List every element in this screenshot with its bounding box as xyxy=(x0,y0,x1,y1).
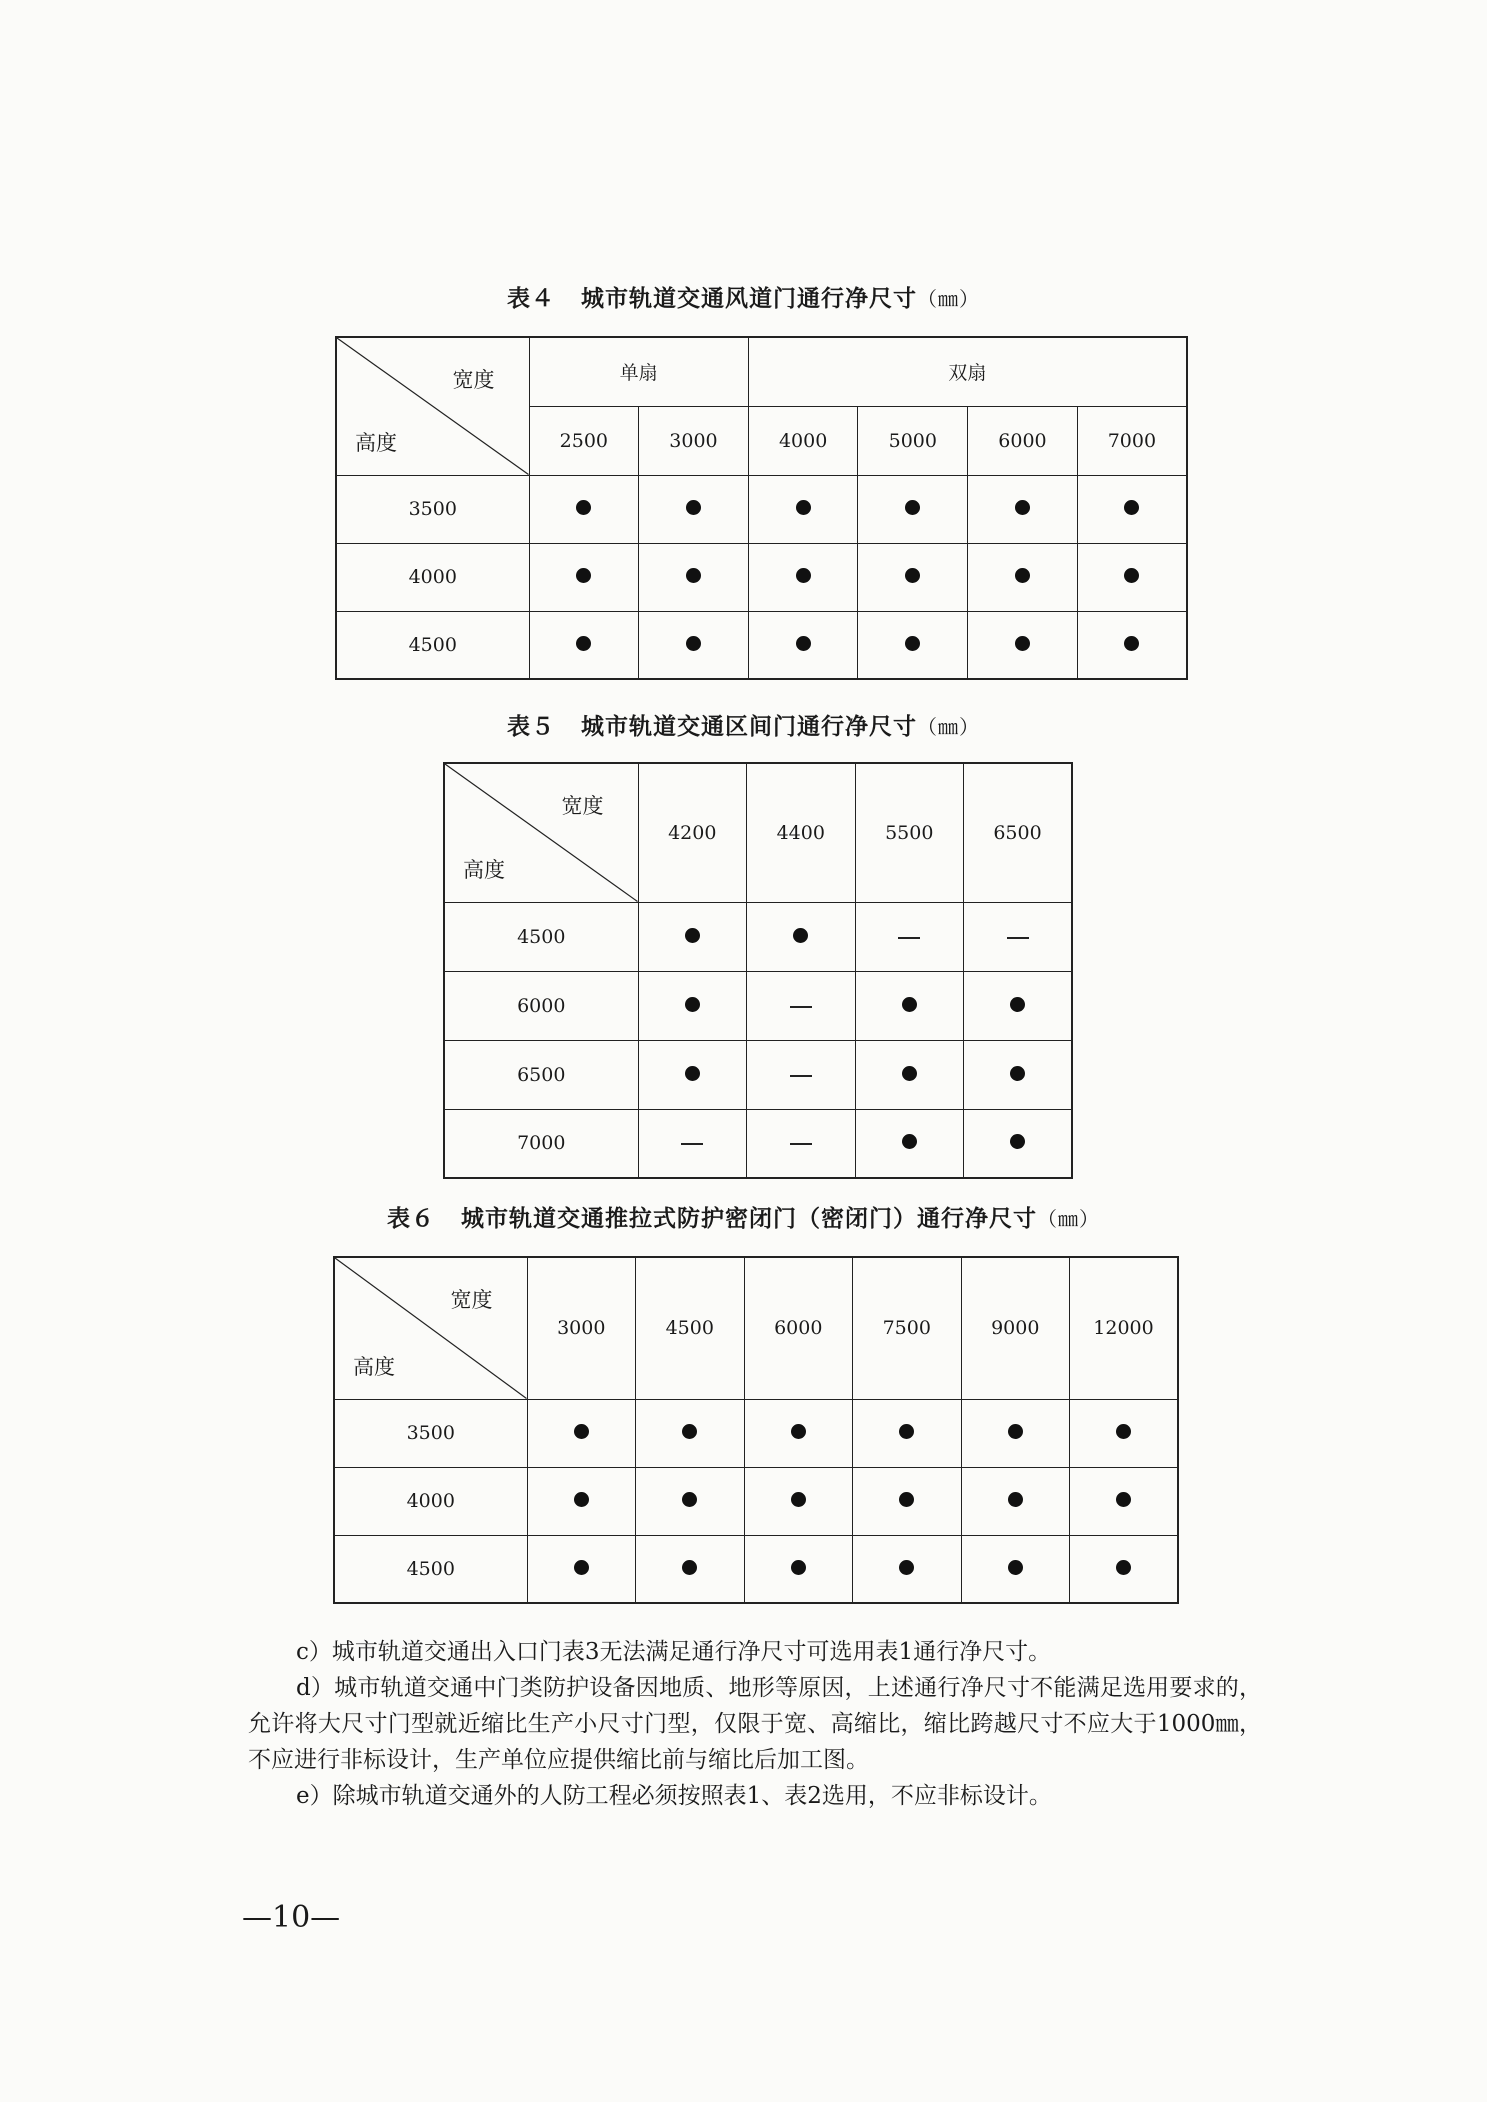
unavailable-dash-icon xyxy=(790,1143,812,1145)
available-dot-icon xyxy=(686,500,701,515)
table-cell xyxy=(855,902,964,971)
table-cell xyxy=(853,1467,962,1535)
table4-corner-cell xyxy=(336,337,529,475)
available-dot-icon xyxy=(1015,568,1030,583)
available-dot-icon xyxy=(902,1066,917,1081)
unavailable-dash-icon xyxy=(898,937,920,939)
table4-number: 表４ xyxy=(507,286,555,312)
table-cell xyxy=(853,1535,962,1603)
width-header: 6500 xyxy=(964,763,1073,902)
table-cell xyxy=(1070,1467,1179,1535)
height-header: 4500 xyxy=(336,611,529,679)
table-row xyxy=(334,1467,1178,1535)
table5 xyxy=(443,762,1073,1179)
table-cell xyxy=(853,1399,962,1467)
available-dot-icon xyxy=(793,928,808,943)
width-header: 7500 xyxy=(853,1257,962,1399)
table4-unit: （㎜） xyxy=(917,287,980,311)
table-cell xyxy=(1070,1399,1179,1467)
available-dot-icon xyxy=(1008,1424,1023,1439)
width-header: 5000 xyxy=(858,406,968,475)
available-dot-icon xyxy=(1015,500,1030,515)
table-cell xyxy=(964,1040,1073,1109)
table-cell xyxy=(1070,1535,1179,1603)
height-header: 6500 xyxy=(444,1040,638,1109)
available-dot-icon xyxy=(576,500,591,515)
table-cell xyxy=(527,1399,636,1467)
available-dot-icon xyxy=(902,1134,917,1149)
table-cell xyxy=(1077,611,1187,679)
height-header: 3500 xyxy=(334,1399,527,1467)
available-dot-icon xyxy=(1124,500,1139,515)
table6-unit: （㎜） xyxy=(1037,1207,1100,1231)
available-dot-icon xyxy=(576,568,591,583)
available-dot-icon xyxy=(685,1066,700,1081)
table-cell xyxy=(638,971,747,1040)
table-cell xyxy=(748,475,858,543)
table-cell xyxy=(748,611,858,679)
table-cell xyxy=(638,1109,747,1178)
width-header: 3000 xyxy=(639,406,749,475)
table-row xyxy=(334,1535,1178,1603)
paragraph-e: e）除城市轨道交通外的人防工程必须按照表1、表2选用，不应非标设计。 xyxy=(296,1783,1052,1809)
available-dot-icon xyxy=(1008,1492,1023,1507)
table-cell xyxy=(858,543,968,611)
table5-corner-cell xyxy=(444,763,638,902)
table-cell xyxy=(638,902,747,971)
table-cell xyxy=(855,1109,964,1178)
table6-number: 表６ xyxy=(387,1206,435,1232)
available-dot-icon xyxy=(905,500,920,515)
table4-title: 城市轨道交通风道门通行净尺寸 xyxy=(581,286,917,312)
available-dot-icon xyxy=(905,568,920,583)
available-dot-icon xyxy=(796,568,811,583)
available-dot-icon xyxy=(796,500,811,515)
available-dot-icon xyxy=(574,1560,589,1575)
table-row xyxy=(444,1040,1072,1109)
table-cell xyxy=(747,971,856,1040)
height-header: 6000 xyxy=(444,971,638,1040)
width-header: 4400 xyxy=(747,763,856,902)
page-number: —10— xyxy=(242,1900,341,1935)
table6-caption xyxy=(0,1200,1487,1233)
table-cell xyxy=(744,1535,853,1603)
table-cell xyxy=(964,902,1073,971)
table4 xyxy=(335,336,1188,680)
available-dot-icon xyxy=(902,997,917,1012)
available-dot-icon xyxy=(574,1424,589,1439)
table-cell xyxy=(961,1535,1070,1603)
table-cell xyxy=(964,971,1073,1040)
available-dot-icon xyxy=(682,1560,697,1575)
table-cell xyxy=(1077,475,1187,543)
table-cell xyxy=(964,1109,1073,1178)
table-cell xyxy=(636,1535,745,1603)
table-cell xyxy=(638,1040,747,1109)
table-cell xyxy=(858,475,968,543)
table-row xyxy=(444,971,1072,1040)
width-header: 7000 xyxy=(1077,406,1187,475)
table-cell xyxy=(1077,543,1187,611)
unavailable-dash-icon xyxy=(681,1143,703,1145)
available-dot-icon xyxy=(1116,1492,1131,1507)
table-row xyxy=(444,1109,1072,1178)
width-header: 12000 xyxy=(1070,1257,1179,1399)
available-dot-icon xyxy=(686,568,701,583)
table6-corner-cell xyxy=(334,1257,527,1399)
available-dot-icon xyxy=(574,1492,589,1507)
table-cell xyxy=(968,543,1078,611)
table4-caption xyxy=(0,280,1487,313)
table-cell xyxy=(968,611,1078,679)
width-header: 4200 xyxy=(638,763,747,902)
table5-width-label: 宽度 xyxy=(561,794,604,818)
available-dot-icon xyxy=(1124,568,1139,583)
available-dot-icon xyxy=(1010,1134,1025,1149)
available-dot-icon xyxy=(796,636,811,651)
table-cell xyxy=(747,1040,856,1109)
table6 xyxy=(333,1256,1179,1604)
width-header: 2500 xyxy=(529,406,639,475)
height-header: 4000 xyxy=(334,1467,527,1535)
body-text xyxy=(248,1634,1262,1814)
available-dot-icon xyxy=(1116,1560,1131,1575)
table-cell xyxy=(527,1535,636,1603)
width-header: 5500 xyxy=(855,763,964,902)
available-dot-icon xyxy=(1116,1424,1131,1439)
table-cell xyxy=(747,902,856,971)
table-cell xyxy=(529,611,639,679)
available-dot-icon xyxy=(682,1492,697,1507)
table-cell xyxy=(748,543,858,611)
table-row xyxy=(336,611,1187,679)
height-header: 7000 xyxy=(444,1109,638,1178)
height-header: 4500 xyxy=(444,902,638,971)
available-dot-icon xyxy=(685,928,700,943)
height-header: 4500 xyxy=(334,1535,527,1603)
table5-height-label: 高度 xyxy=(463,857,505,882)
width-header: 6000 xyxy=(744,1257,853,1399)
available-dot-icon xyxy=(899,1492,914,1507)
table6-width-label: 宽度 xyxy=(450,1288,493,1312)
table-cell xyxy=(961,1467,1070,1535)
available-dot-icon xyxy=(791,1424,806,1439)
table-row xyxy=(336,475,1187,543)
available-dot-icon xyxy=(1015,636,1030,651)
table-cell xyxy=(639,543,749,611)
available-dot-icon xyxy=(576,636,591,651)
available-dot-icon xyxy=(905,636,920,651)
table-cell xyxy=(858,611,968,679)
table-cell xyxy=(961,1399,1070,1467)
height-header: 4000 xyxy=(336,543,529,611)
available-dot-icon xyxy=(899,1424,914,1439)
table5-unit: （㎜） xyxy=(917,715,980,739)
table-cell xyxy=(529,475,639,543)
table4-width-label: 宽度 xyxy=(452,368,495,392)
table-cell xyxy=(855,1040,964,1109)
table-cell xyxy=(747,1109,856,1178)
available-dot-icon xyxy=(791,1492,806,1507)
available-dot-icon xyxy=(686,636,701,651)
table-cell xyxy=(855,971,964,1040)
table-cell xyxy=(529,543,639,611)
unavailable-dash-icon xyxy=(790,1075,812,1077)
available-dot-icon xyxy=(1010,1066,1025,1081)
table5-title: 城市轨道交通区间门通行净尺寸 xyxy=(581,714,917,740)
available-dot-icon xyxy=(1010,997,1025,1012)
paragraph-c: c）城市轨道交通出入口门表3无法满足通行净尺寸可选用表1通行净尺寸。 xyxy=(296,1639,1052,1665)
width-header: 9000 xyxy=(961,1257,1070,1399)
available-dot-icon xyxy=(1124,636,1139,651)
table-cell xyxy=(968,475,1078,543)
table-cell xyxy=(636,1467,745,1535)
available-dot-icon xyxy=(1008,1560,1023,1575)
table-cell xyxy=(636,1399,745,1467)
table-cell xyxy=(744,1399,853,1467)
table5-number: 表５ xyxy=(507,714,555,740)
table-cell xyxy=(639,611,749,679)
table5-caption xyxy=(0,708,1487,741)
table-cell xyxy=(527,1467,636,1535)
width-header: 4000 xyxy=(748,406,858,475)
available-dot-icon xyxy=(791,1560,806,1575)
table-row xyxy=(444,902,1072,971)
table-row xyxy=(334,1399,1178,1467)
table-cell xyxy=(639,475,749,543)
width-header: 3000 xyxy=(527,1257,636,1399)
table-row xyxy=(336,543,1187,611)
table6-title: 城市轨道交通推拉式防护密闭门（密闭门）通行净尺寸 xyxy=(461,1206,1037,1232)
table6-height-label: 高度 xyxy=(353,1354,395,1379)
width-header: 4500 xyxy=(636,1257,745,1399)
available-dot-icon xyxy=(899,1560,914,1575)
unavailable-dash-icon xyxy=(1007,937,1029,939)
height-header: 3500 xyxy=(336,475,529,543)
width-header: 6000 xyxy=(968,406,1078,475)
table4-group-single: 单扇 xyxy=(529,337,748,406)
available-dot-icon xyxy=(682,1424,697,1439)
paragraph-d: d）城市轨道交通中门类防护设备因地质、地形等原因，上述通行净尺寸不能满足选用要求的，允许将大尺寸门型就近缩比生产小尺寸门型，仅限于宽、高缩比，缩比跨越尺寸不应大于1000㎜，不应进行非标设计，生产单位应提供缩比前与缩比后加工图。 xyxy=(248,1675,1262,1773)
table-cell xyxy=(744,1467,853,1535)
unavailable-dash-icon xyxy=(790,1006,812,1008)
table4-group-double: 双扇 xyxy=(748,337,1187,406)
available-dot-icon xyxy=(685,997,700,1012)
table4-height-label: 高度 xyxy=(355,430,397,455)
